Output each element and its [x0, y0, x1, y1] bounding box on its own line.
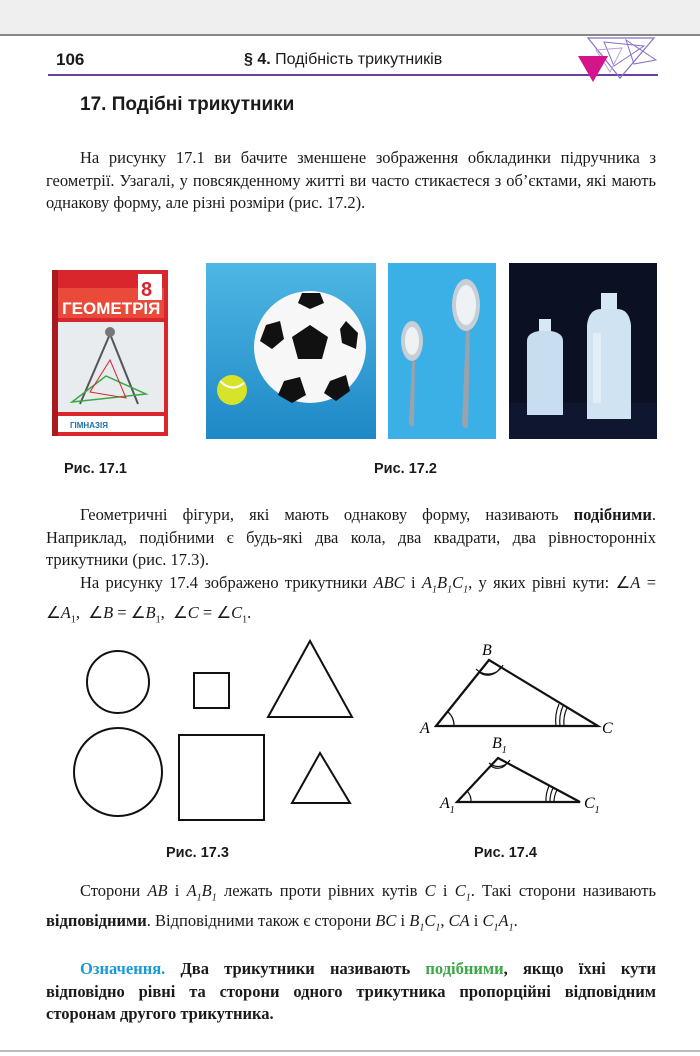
label-c1: $C_1$ — [584, 795, 600, 816]
top-bar — [0, 0, 700, 36]
intro-text: На рисунку 17.1 ви бачите зменшене зображення обкладинки підручника з геометрії. Узагалі, у повсякденному житті ви часто стикаєтеся з об’єктами, які мають однакову форму, але різні розміри (рис. 17.2). — [46, 148, 656, 212]
book-publisher: ГІМНАЗІЯ — [70, 421, 108, 430]
corresponding-sides-paragraph: Сторони AB і $A_1B_1$ лежать проти рівних кутів C і $C_1$. Такі сторони називають відповідними. Відповідними також є сторони BC і $B_1C_1$, CA і $C_1A_1$. — [46, 881, 656, 934]
small-square — [194, 673, 229, 708]
page-number: 106 — [56, 50, 85, 69]
term-corresponding: відповідними — [46, 910, 147, 930]
caption-fig-17-3: Рис. 17.3 — [166, 845, 229, 861]
definition-term: подібними — [425, 959, 504, 978]
figure-17-4 — [412, 638, 632, 828]
running-head — [244, 51, 442, 69]
large-circle — [74, 728, 162, 816]
para2-text-2: . Наприклад, подібними є будь-які два кола, два квадрати, два рівносторонніх трикутники (рис. 17.3). — [46, 505, 656, 569]
para4-text-9: і — [469, 910, 483, 930]
balls-image — [206, 263, 376, 439]
large-triangle — [268, 641, 352, 717]
para4-text-6: . Відповідними також є сторони — [146, 910, 376, 930]
definition-text-1: Два трикутники називають — [165, 959, 426, 978]
definition-text-2: , якщо їхні кути відповідно рівні та сторони одного трикутника пропорційні відповідним сторонам другого трикутника. — [46, 959, 656, 1023]
section-title: Подібність трикутників — [270, 51, 443, 68]
para4-text-8: , — [440, 910, 449, 930]
bottles-image — [509, 263, 657, 439]
section-title-heading: 17. Подібні трикутники — [80, 94, 295, 115]
para3-text-2: і — [404, 573, 422, 592]
large-square — [179, 735, 264, 820]
similar-figures-paragraph — [46, 504, 656, 572]
textbook-cover-image — [50, 264, 176, 438]
caption-fig-17-4: Рис. 17.4 — [474, 845, 537, 861]
figure-17-4-paragraph: На рисунку 17.4 зображено трикутники ABC і $A_1B_1C_1$, у яких рівні кути: ∠A = $\angle A_1$, ∠B = $\angle B_1$, ∠C = $\angle C_1$. — [46, 573, 657, 626]
caption-fig-17-2: Рис. 17.2 — [374, 461, 437, 477]
para3-text-1: На рисунку 17.4 зображено трикутники — [80, 573, 374, 592]
section-label: § 4. — [244, 51, 271, 68]
book-title: ГЕОМЕТРІЯ — [62, 299, 161, 318]
caption-fig-17-1: Рис. 17.1 — [64, 461, 127, 477]
para4-text-7: і — [396, 910, 410, 930]
small-circle — [87, 651, 149, 713]
bottom-rule — [0, 1050, 700, 1052]
para3-text-3: , у яких рівні кути: — [468, 573, 616, 592]
label-a1: $A_1$ — [440, 795, 455, 816]
figure-17-3 — [60, 635, 360, 835]
spoons-image — [388, 263, 496, 439]
triangles-decoration — [574, 36, 658, 88]
small-triangle — [292, 753, 350, 803]
para4-text-3: лежать проти рівних кутів — [216, 881, 425, 900]
para2-text-1: Геометричні фігури, які мають однакову форму, називають — [80, 505, 574, 524]
intro-paragraph — [46, 147, 656, 215]
para4-text-1: Сторони — [80, 881, 148, 900]
book-grade: 8 — [141, 279, 153, 301]
label-b: B — [482, 642, 492, 659]
label-c: C — [602, 720, 613, 737]
triangle-abc — [436, 660, 598, 726]
definition-paragraph — [46, 958, 656, 1026]
term-similar: подібними — [573, 505, 652, 524]
label-b1: $B_1$ — [492, 735, 507, 756]
para4-text-5: . Такі сторони називають — [470, 881, 656, 900]
para4-text-2: і — [167, 881, 187, 900]
header-rule — [48, 74, 658, 76]
definition-keyword: Означення. — [80, 959, 166, 978]
label-a: A — [420, 720, 430, 737]
triangle-a1b1c1 — [457, 758, 580, 802]
para4-text-4: і — [435, 881, 455, 900]
